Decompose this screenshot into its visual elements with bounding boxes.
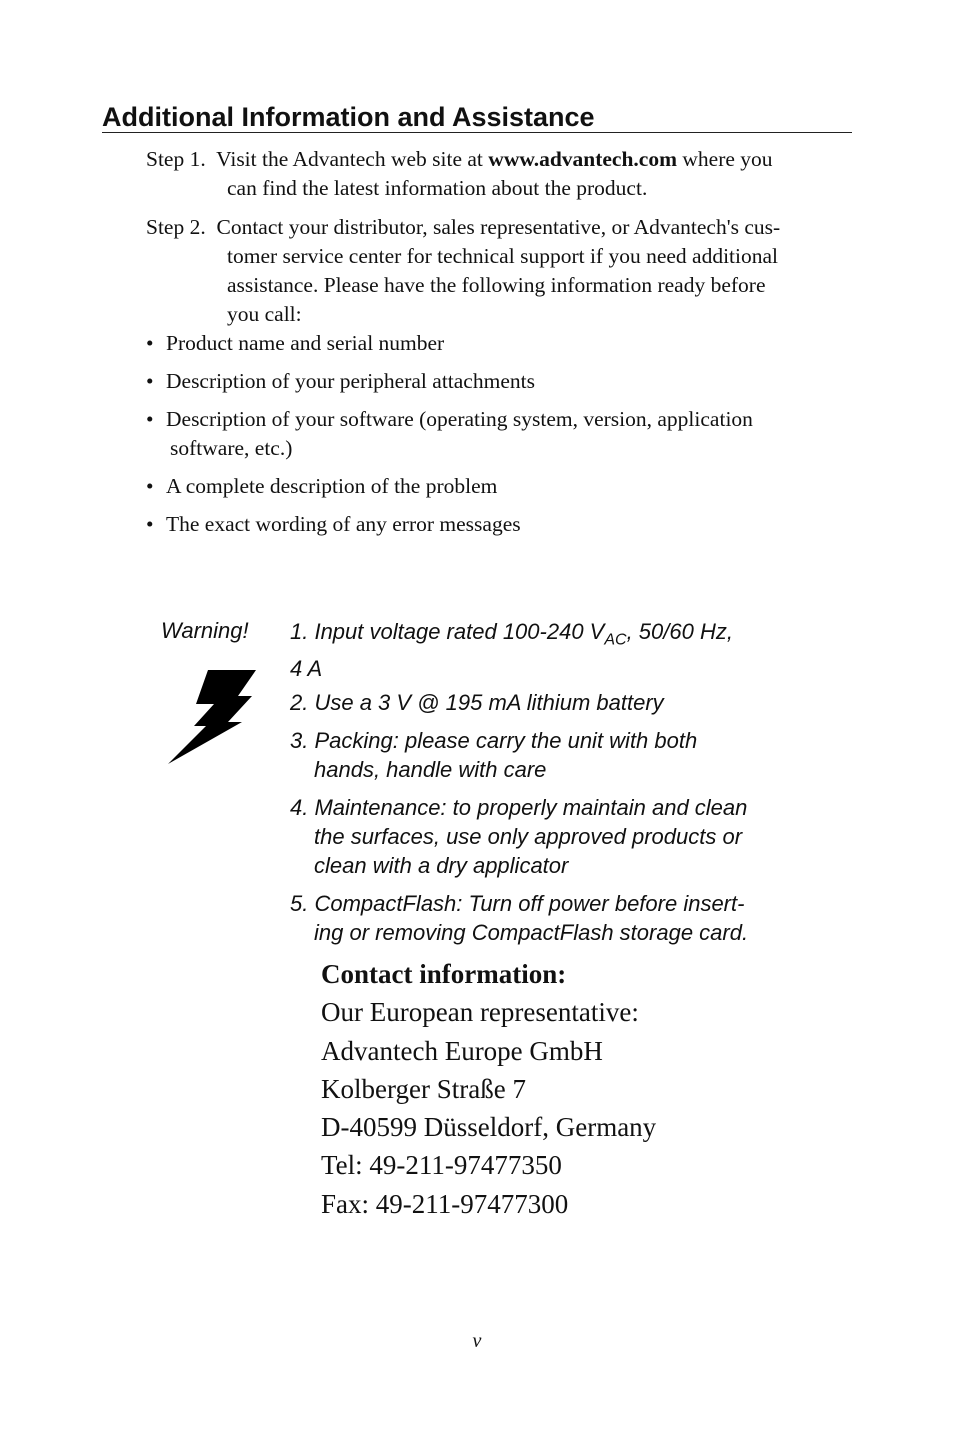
step-1-line-1 bbox=[146, 145, 856, 174]
voltage-subscript: AC bbox=[604, 631, 627, 649]
bullet-text: Description of your peripheral attachments bbox=[166, 369, 535, 393]
bullet-text-cont: software, etc.) bbox=[170, 436, 293, 460]
step-2-text: Contact your distributor, sales representative, or Advantech's cus- bbox=[216, 215, 781, 239]
bullet-item-peripherals bbox=[146, 367, 846, 396]
bullet-dot: • bbox=[146, 512, 154, 536]
step-1-line-2: can find the latest information about the product. bbox=[227, 176, 648, 200]
warning-text: 4. Maintenance: to properly maintain and clean bbox=[290, 795, 748, 820]
bullet-text: Description of your software (operating system, version, application bbox=[166, 407, 753, 431]
warning-text: 5. CompactFlash: Turn off power before insert- bbox=[290, 891, 745, 916]
step-2 bbox=[146, 213, 856, 329]
contact-line: Advantech Europe GmbH bbox=[321, 1035, 603, 1066]
contact-phone: Tel: 49-211-97477350 bbox=[321, 1150, 562, 1181]
bullet-dot: • bbox=[146, 407, 154, 431]
step-1-label: Step 1. bbox=[146, 147, 206, 171]
warning-text-cont: the surfaces, use only approved products or bbox=[314, 824, 743, 849]
section-heading: Additional Information and Assistance bbox=[102, 100, 852, 133]
step-2-line-3: assistance. Please have the following information ready before bbox=[227, 273, 766, 297]
contact-information bbox=[321, 955, 841, 1223]
step-2-line-1 bbox=[146, 213, 856, 242]
contact-line: D-40599 Düsseldorf, Germany bbox=[321, 1112, 657, 1143]
bullet-item-error-messages bbox=[146, 510, 846, 539]
warning-item-battery bbox=[290, 688, 810, 717]
step-1-text-tail: where you bbox=[682, 147, 773, 171]
bullet-item-product-name bbox=[146, 329, 846, 358]
contact-line: Our European representative: bbox=[321, 997, 639, 1028]
step-1-text: Visit the Advantech web site at bbox=[216, 147, 483, 171]
warning-text-cont: clean with a dry applicator bbox=[314, 853, 569, 878]
warning-text-cont: ing or removing CompactFlash storage card. bbox=[314, 920, 749, 945]
bullet-item-software bbox=[146, 405, 846, 463]
bullet-text: The exact wording of any error messages bbox=[166, 512, 521, 536]
step-2-label: Step 2. bbox=[146, 215, 206, 239]
bullet-dot: • bbox=[146, 474, 154, 498]
warning-item-maintenance bbox=[290, 793, 810, 880]
bullet-dot: • bbox=[146, 369, 154, 393]
bullet-text: Product name and serial number bbox=[166, 331, 445, 355]
warning-text: 1. Input voltage rated 100-240 V bbox=[290, 619, 605, 644]
bullet-text: A complete description of the problem bbox=[166, 474, 498, 498]
step-2-line-4: you call: bbox=[227, 302, 302, 326]
warning-item-voltage bbox=[290, 617, 810, 683]
warning-text-cont: 4 A bbox=[290, 656, 323, 682]
page-number: v bbox=[472, 1330, 482, 1352]
warning-text-cont: hands, handle with care bbox=[314, 757, 547, 782]
warning-text: , 50/60 Hz, bbox=[626, 619, 733, 644]
warning-label: Warning! bbox=[161, 618, 249, 643]
step-2-line-2: tomer service center for technical support if you need additional bbox=[227, 244, 779, 268]
bullet-item-problem bbox=[146, 472, 846, 501]
lightning-bolt-icon bbox=[166, 670, 258, 764]
bullet-dot: • bbox=[146, 331, 154, 355]
warning-item-packing bbox=[290, 726, 810, 784]
contact-fax: Fax: 49-211-97477300 bbox=[321, 1188, 569, 1219]
advantech-url-link[interactable]: www.advantech.com bbox=[488, 147, 678, 171]
step-1 bbox=[146, 145, 856, 203]
contact-line: Kolberger Straße 7 bbox=[321, 1073, 526, 1104]
warning-text: 3. Packing: please carry the unit with both bbox=[290, 728, 698, 753]
contact-title: Contact information: bbox=[321, 959, 567, 989]
warning-text: 2. Use a 3 V @ 195 mA lithium battery bbox=[290, 690, 664, 715]
warning-item-compactflash bbox=[290, 889, 810, 947]
